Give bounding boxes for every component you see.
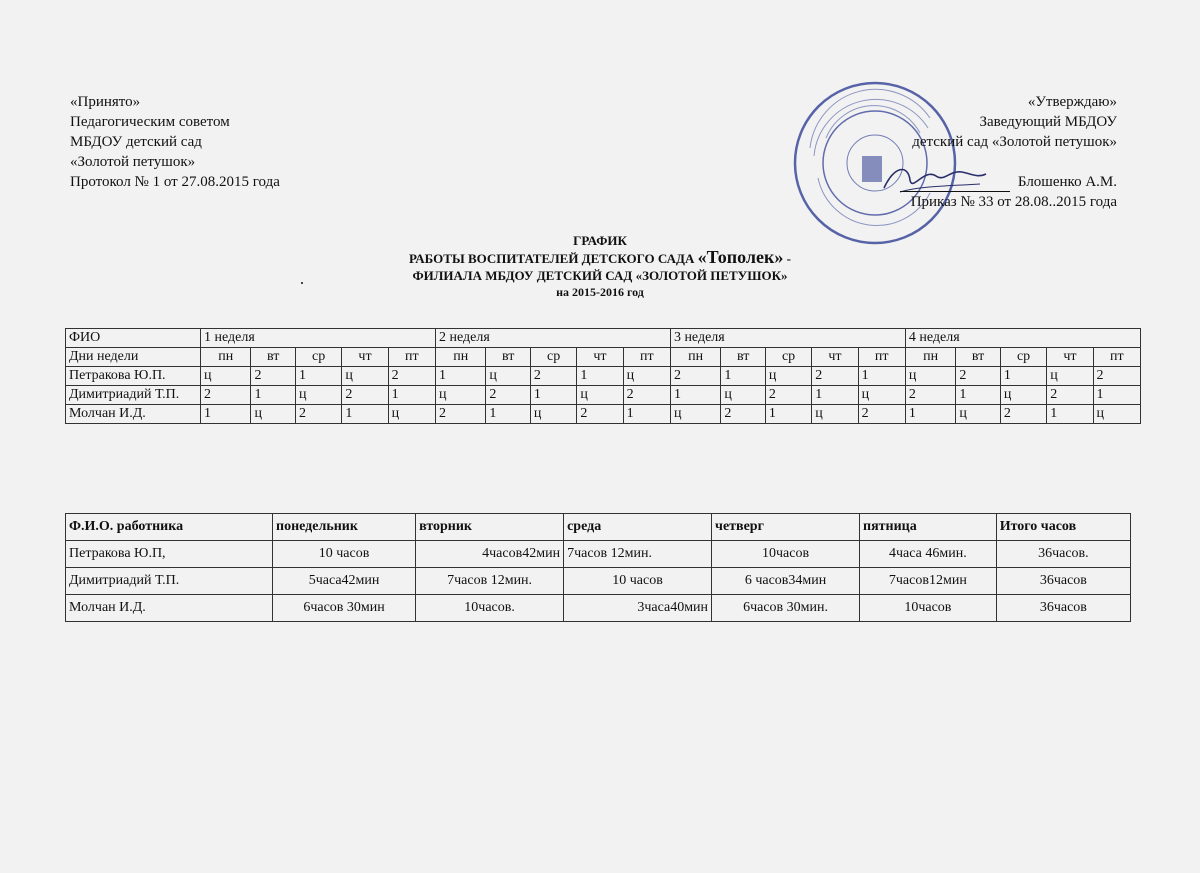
hours-cell: 7часов12мин: [860, 568, 997, 595]
employee-name: Димитриадий Т.П.: [66, 386, 201, 405]
shift-cell: ц: [905, 367, 955, 386]
approved-title: «Принято»: [70, 94, 141, 110]
shift-cell: 2: [905, 386, 955, 405]
shift-cell: ц: [342, 367, 388, 386]
confirm-line: детский сад «Золотой петушок»: [912, 134, 1117, 150]
day-header: пт: [1093, 348, 1140, 367]
title-kindergarten: «Тополек»: [697, 247, 784, 267]
signer-name: Блошенко А.М.: [1017, 174, 1117, 190]
hours-row: [66, 595, 1131, 622]
hours-cell: 5часа42мин: [273, 568, 416, 595]
document-title: [0, 232, 1200, 301]
schedule-row: [66, 405, 1141, 424]
shift-cell: ц: [435, 386, 485, 405]
day-header: чт: [342, 348, 388, 367]
hours-table: [65, 513, 1131, 622]
week-header: 1 неделя: [201, 329, 436, 348]
shift-cell: 2: [1000, 405, 1046, 424]
shift-cell: 1: [812, 386, 858, 405]
shift-cell: ц: [765, 367, 811, 386]
shift-cell: 1: [251, 386, 296, 405]
shift-cell: 2: [295, 405, 341, 424]
shift-cell: 1: [530, 386, 576, 405]
hours-cell: 6часов 30мин: [273, 595, 416, 622]
confirm-title: «Утверждаю»: [1027, 94, 1117, 110]
week-header: 2 неделя: [435, 329, 670, 348]
approved-line: Педагогическим советом: [70, 114, 230, 130]
shift-cell: 2: [858, 405, 905, 424]
hours-row: [66, 568, 1131, 595]
shift-cell: 1: [435, 367, 485, 386]
shift-cell: 1: [721, 367, 766, 386]
shift-cell: 2: [577, 405, 623, 424]
day-header: вт: [956, 348, 1001, 367]
shift-cell: 1: [905, 405, 955, 424]
schedule-table: [65, 328, 1141, 424]
hours-column-header: четверг: [712, 514, 860, 541]
day-header: пн: [905, 348, 955, 367]
shift-cell: 2: [530, 367, 576, 386]
shift-cell: ц: [623, 367, 670, 386]
signature-line: [900, 177, 1010, 192]
days-label: Дни недели: [66, 348, 201, 367]
day-header: ср: [1000, 348, 1046, 367]
shift-cell: 2: [1093, 367, 1140, 386]
signer-row: [900, 172, 1117, 192]
hours-cell: 6 часов34мин: [712, 568, 860, 595]
employee-name: Петракова Ю.П,: [66, 541, 273, 568]
shift-cell: 1: [765, 405, 811, 424]
shift-cell: 1: [577, 367, 623, 386]
title-line-1: ГРАФИК: [573, 233, 627, 248]
shift-cell: 1: [201, 405, 251, 424]
week-header: 3 неделя: [670, 329, 905, 348]
shift-cell: 2: [812, 367, 858, 386]
shift-cell: 1: [1093, 386, 1140, 405]
shift-cell: 1: [295, 367, 341, 386]
shift-cell: 2: [251, 367, 296, 386]
hours-column-header: пятница: [860, 514, 997, 541]
shift-cell: ц: [670, 405, 720, 424]
schedule-week-header-row: [66, 329, 1141, 348]
hours-column-header: среда: [564, 514, 712, 541]
employee-name: Димитриадий Т.П.: [66, 568, 273, 595]
hours-cell: 10часов.: [416, 595, 564, 622]
shift-cell: 1: [342, 405, 388, 424]
hours-column-header: понедельник: [273, 514, 416, 541]
confirm-order: Приказ № 33 от 28.08..2015 года: [910, 194, 1117, 210]
shift-cell: 2: [623, 386, 670, 405]
shift-cell: 1: [486, 405, 531, 424]
day-header: чт: [1047, 348, 1093, 367]
hours-cell: 10 часов: [273, 541, 416, 568]
shift-cell: ц: [1000, 386, 1046, 405]
shift-cell: ц: [721, 386, 766, 405]
day-header: пн: [670, 348, 720, 367]
day-header: вт: [486, 348, 531, 367]
day-header: вт: [251, 348, 296, 367]
day-header: вт: [721, 348, 766, 367]
title-part: РАБОТЫ ВОСПИТАТЕЛЕЙ ДЕТСКОГО САДА: [409, 251, 698, 266]
approved-line: МБДОУ детский сад: [70, 134, 202, 150]
shift-cell: ц: [201, 367, 251, 386]
day-header: ср: [295, 348, 341, 367]
hours-column-header: Ф.И.О. работника: [66, 514, 273, 541]
shift-cell: 1: [956, 386, 1001, 405]
day-header: чт: [577, 348, 623, 367]
shift-cell: 2: [765, 386, 811, 405]
shift-cell: ц: [295, 386, 341, 405]
approved-line: «Золотой петушок»: [70, 154, 196, 170]
day-header: чт: [812, 348, 858, 367]
hours-row: [66, 541, 1131, 568]
day-header: пт: [858, 348, 905, 367]
day-header: пн: [201, 348, 251, 367]
hours-cell: 36часов.: [996, 541, 1130, 568]
hours-cell: 4часа 46мин.: [860, 541, 997, 568]
shift-cell: 1: [623, 405, 670, 424]
shift-cell: ц: [858, 386, 905, 405]
shift-cell: 2: [342, 386, 388, 405]
shift-cell: 1: [1000, 367, 1046, 386]
title-part: -: [783, 251, 791, 266]
hours-column-header: вторник: [416, 514, 564, 541]
shift-cell: 1: [388, 386, 435, 405]
schedule-days-row: [66, 348, 1141, 367]
confirm-line: Заведующий МБДОУ: [979, 114, 1117, 130]
shift-cell: ц: [251, 405, 296, 424]
employee-name: Петракова Ю.П.: [66, 367, 201, 386]
shift-cell: 2: [956, 367, 1001, 386]
schedule-row: [66, 367, 1141, 386]
title-line-4: на 2015-2016 год: [556, 285, 644, 299]
spacer: [900, 152, 1117, 172]
fio-header: ФИО: [66, 329, 201, 348]
employee-name: Молчан И.Д.: [66, 595, 273, 622]
hours-cell: 10часов: [712, 541, 860, 568]
hours-cell: 10 часов: [564, 568, 712, 595]
shift-cell: ц: [486, 367, 531, 386]
title-line-3: ФИЛИАЛА МБДОУ ДЕТСКИЙ САД «ЗОЛОТОЙ ПЕТУШОК»: [412, 268, 788, 283]
shift-cell: 1: [670, 386, 720, 405]
shift-cell: ц: [812, 405, 858, 424]
day-header: пт: [388, 348, 435, 367]
week-header: 4 неделя: [905, 329, 1140, 348]
shift-cell: 2: [201, 386, 251, 405]
hours-cell: 4часов42мин: [416, 541, 564, 568]
hours-header-row: [66, 514, 1131, 541]
day-header: пт: [623, 348, 670, 367]
hours-cell: 36часов: [996, 568, 1130, 595]
shift-cell: 2: [435, 405, 485, 424]
day-header: ср: [530, 348, 576, 367]
hours-cell: 36часов: [996, 595, 1130, 622]
approved-block: [70, 92, 280, 192]
shift-cell: 2: [670, 367, 720, 386]
shift-cell: ц: [1093, 405, 1140, 424]
shift-cell: 2: [1047, 386, 1093, 405]
shift-cell: ц: [577, 386, 623, 405]
shift-cell: ц: [1047, 367, 1093, 386]
schedule-row: [66, 386, 1141, 405]
shift-cell: 2: [721, 405, 766, 424]
approved-protocol: Протокол № 1 от 27.08.2015 года: [70, 174, 280, 190]
shift-cell: 1: [1047, 405, 1093, 424]
shift-cell: 2: [486, 386, 531, 405]
hours-cell: 6часов 30мин.: [712, 595, 860, 622]
hours-cell: 10часов: [860, 595, 997, 622]
shift-cell: ц: [956, 405, 1001, 424]
shift-cell: 2: [388, 367, 435, 386]
hours-cell: 3часа40мин: [564, 595, 712, 622]
hours-cell: 7часов 12мин.: [416, 568, 564, 595]
shift-cell: ц: [388, 405, 435, 424]
employee-name: Молчан И.Д.: [66, 405, 201, 424]
shift-cell: ц: [530, 405, 576, 424]
confirm-block: [900, 92, 1117, 212]
title-line-2: [0, 249, 1200, 267]
day-header: пн: [435, 348, 485, 367]
hours-column-header: Итого часов: [996, 514, 1130, 541]
day-header: ср: [765, 348, 811, 367]
shift-cell: 1: [858, 367, 905, 386]
hours-cell: 7часов 12мин.: [564, 541, 712, 568]
